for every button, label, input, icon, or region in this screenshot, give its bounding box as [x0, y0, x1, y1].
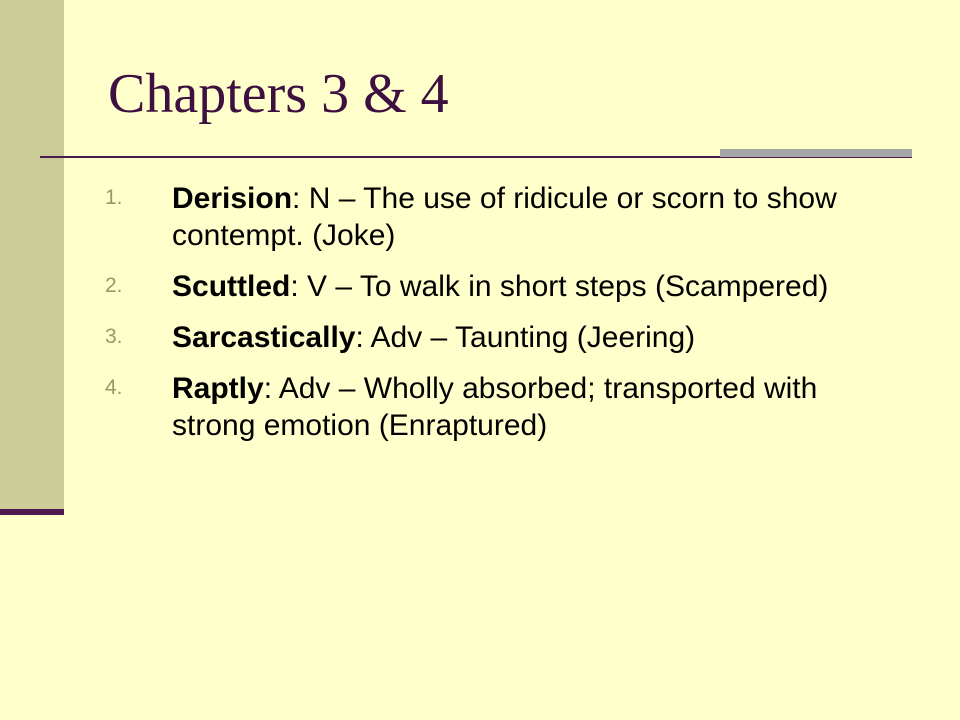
list-number: 1. — [105, 186, 123, 209]
left-bar-accent-line — [0, 509, 64, 515]
vocabulary-item — [105, 180, 905, 254]
slide-title: Chapters 3 & 4 — [108, 63, 449, 125]
list-number: 3. — [105, 325, 123, 348]
vocabulary-word: Raptly — [172, 372, 264, 405]
vocabulary-word: Derision — [172, 182, 293, 215]
vocabulary-definition: : Adv – Wholly absorbed; transported with strong emotion (Enraptured) — [172, 372, 818, 442]
vocabulary-definition: : Adv – Taunting (Jeering) — [355, 321, 696, 354]
vocabulary-list — [105, 180, 905, 458]
vocabulary-item — [105, 370, 905, 444]
title-divider-accent — [720, 149, 912, 157]
vocabulary-item — [105, 319, 905, 356]
left-decorative-bar — [0, 0, 64, 512]
vocabulary-word: Sarcastically — [172, 321, 356, 354]
list-number: 4. — [105, 376, 123, 399]
vocabulary-definition: : N – The use of ridicule or scorn to show contempt. (Joke) — [172, 182, 837, 252]
vocabulary-definition: : V – To walk in short steps (Scampered) — [290, 270, 829, 303]
vocabulary-item — [105, 268, 905, 305]
list-number: 2. — [105, 274, 123, 297]
vocabulary-word: Scuttled — [172, 270, 291, 303]
